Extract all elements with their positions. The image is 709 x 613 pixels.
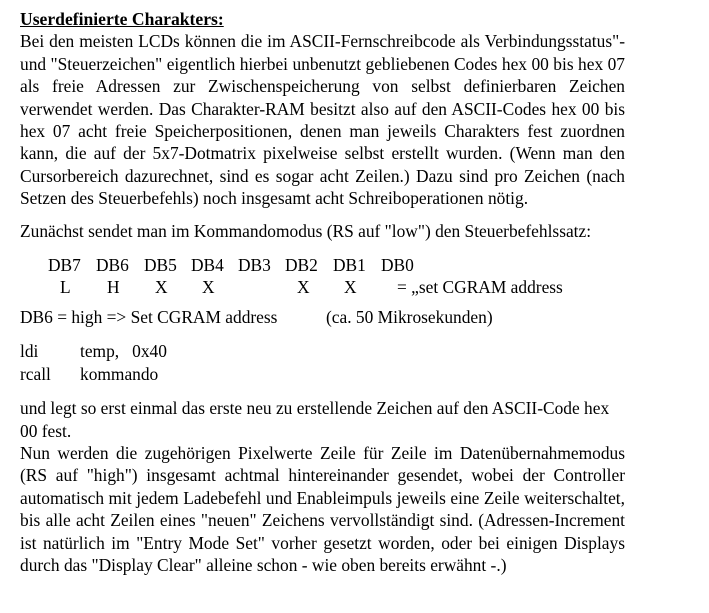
bit-value-db5: X [155,277,168,298]
paragraph-pixel-data: Nun werden die zugehörigen Pixelwerte Zeile für Zeile im Datenübernahmemodus (RS auf "high") insgesamt achtmal hintereinander gesendet, wobei der Controller automatisch mit jedem Ladebefehl und Enableimpuls jeweils eine Zeile weiterschaltet, bis alle acht Zeilen eines "neuen" Zeichens vervollständigt sind. (Adressen-Increment ist natürlich im "Entry Mode Set" vorher gesetzt worden, oder bei einigen Displays durch das "Display Clear" alleine schon - wie oben bereits erwähnt -.) [20,443,625,576]
document-page [20,8,625,576]
intro-paragraph: Bei den meisten LCDs können die im ASCII-Fernschreibcode als Verbindungsstatus"- und "Steuerzeichen" eigentlich hierbei unbenutzt gebliebenen Codes hex 00 bis hex 07 als freie Adressen zur Zwischenspeicherung von selbst definierbaren Zeichen verwendet werden. Das Charakter-RAM besitzt also auf den ASCII-Codes hex 00 bis hex 07 acht freie Speicherpositionen, denen man jeweils Charakters fest zuordnen kann, die auf der 5x7-Dotmatrix pixelweise selbst erstellt wurden. (Wenn man den Cursorbereich dazurechnet, sind es sogar acht Zeilen.) Dazu sind pro Zeichen (nach Setzen des Steuerbefehls) noch insgesamt acht Schreiboperationen nötig. [20,31,625,209]
bit-header-db2: DB2 [285,255,318,276]
bit-value-db6: H [107,277,120,298]
bit-header-db7: DB7 [48,255,81,276]
bit-value-db2: X [297,277,310,298]
code-args: temp, 0x40 [80,341,167,362]
paragraph-ascii-code: und legt so erst einmal das erste neu zu erstellende Zeichen auf den ASCII-Code hex 00 fest. [20,398,610,441]
code-op: rcall [20,363,51,384]
db6-line [20,306,625,328]
bit-value-db4: X [202,277,215,298]
bit-table [20,254,625,298]
bit-header-db3: DB3 [238,255,271,276]
command-intro: Zunächst sendet man im Kommandomodus (RS auf "low") den Steuerbefehlssatz: [20,220,592,241]
bit-result: = „set CGRAM address [397,277,563,298]
code-args: kommando [80,363,159,384]
bit-header-db1: DB1 [333,255,366,276]
db6-text: DB6 = high => Set CGRAM address [20,307,278,328]
code-line-2 [20,363,625,385]
code-line-1 [20,340,625,362]
bit-header-db4: DB4 [191,255,224,276]
bit-header-db5: DB5 [144,255,177,276]
bit-value-db1: X [344,277,357,298]
db6-timing: (ca. 50 Mikrosekunden) [326,307,493,328]
bit-header-db0: DB0 [381,255,414,276]
bit-value-db7: L [60,277,71,298]
section-heading: Userdefinierte Charakters: [20,9,224,29]
code-op: ldi [20,341,39,362]
bit-header-db6: DB6 [96,255,129,276]
